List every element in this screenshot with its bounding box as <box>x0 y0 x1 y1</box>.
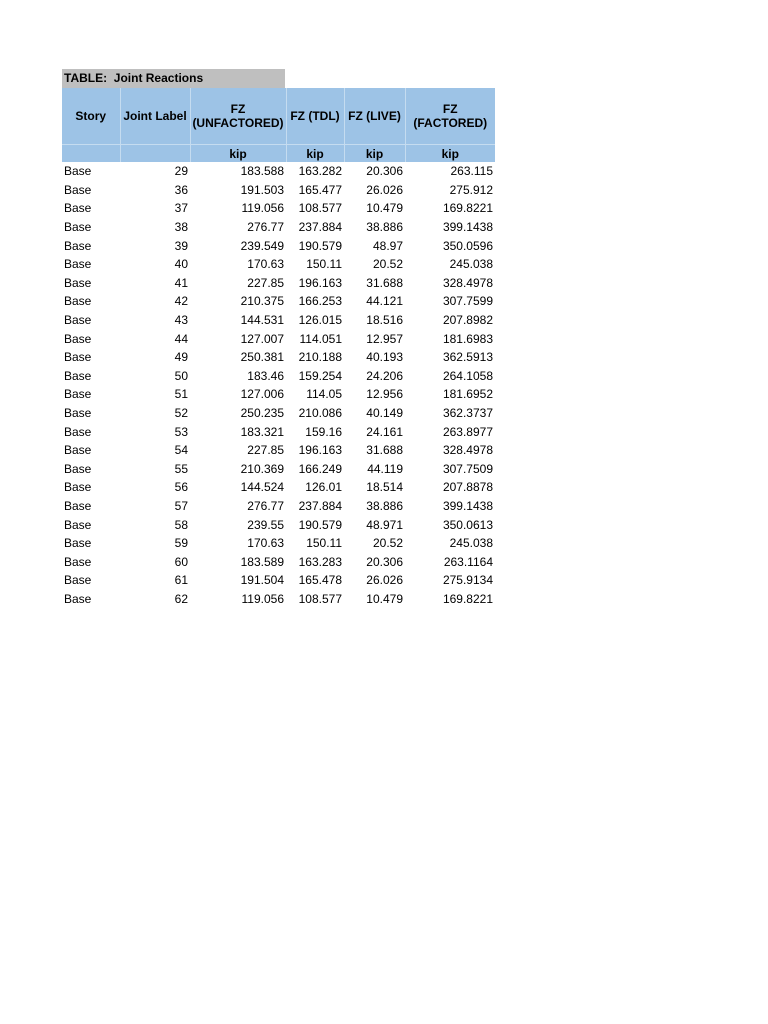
cell-fz-factored: 263.115 <box>450 164 493 179</box>
cell-story: Base <box>64 275 92 290</box>
cell-joint-label: 62 <box>174 591 188 606</box>
cell-joint-label: 51 <box>174 387 188 402</box>
cell-fz-factored: 399.1438 <box>442 220 493 235</box>
cell-fz-live: 38.886 <box>366 220 403 235</box>
cell-story: Base <box>64 220 92 235</box>
cell-fz-factored: 399.1438 <box>442 498 493 513</box>
cell-joint-label: 41 <box>174 275 188 290</box>
cell-joint-label: 60 <box>174 554 188 569</box>
table-row <box>62 385 495 404</box>
cell-fz-live: 31.688 <box>366 443 403 458</box>
joint-reactions-table <box>62 88 495 608</box>
cell-joint-label: 50 <box>174 368 188 383</box>
cell-joint-label: 36 <box>174 182 188 197</box>
cell-story: Base <box>64 591 92 606</box>
cell-joint-label: 54 <box>174 443 188 458</box>
cell-fz-unfactored: 127.007 <box>240 331 284 346</box>
cell-fz-unfactored: 119.056 <box>241 591 284 606</box>
cell-story: Base <box>64 573 92 588</box>
cell-fz-tdl: 159.254 <box>298 368 342 383</box>
cell-fz-tdl: 166.249 <box>298 461 342 476</box>
cell-fz-tdl: 114.05 <box>306 387 342 402</box>
cell-joint-label: 40 <box>174 257 188 272</box>
table-row <box>62 441 495 460</box>
cell-story: Base <box>64 517 92 532</box>
table-row <box>62 367 495 386</box>
cell-fz-unfactored: 183.321 <box>240 424 284 439</box>
cell-fz-live: 12.957 <box>366 331 403 346</box>
cell-joint-label: 29 <box>174 164 188 179</box>
cell-story: Base <box>64 498 92 513</box>
cell-fz-unfactored: 119.056 <box>241 201 284 216</box>
cell-fz-factored: 328.4978 <box>442 443 493 458</box>
table-row <box>62 348 495 367</box>
table-row <box>62 292 495 311</box>
table-row <box>62 515 495 534</box>
table-row <box>62 199 495 218</box>
table-row <box>62 422 495 441</box>
cell-fz-unfactored: 276.77 <box>247 498 284 513</box>
cell-fz-tdl: 196.163 <box>298 443 342 458</box>
table-row <box>62 181 495 200</box>
cell-fz-unfactored: 210.369 <box>240 461 284 476</box>
table-row <box>62 404 495 423</box>
cell-fz-live: 48.97 <box>372 238 403 253</box>
cell-fz-factored: 181.6983 <box>442 331 493 346</box>
cell-joint-label: 53 <box>174 424 188 439</box>
cell-fz-tdl: 190.579 <box>298 517 342 532</box>
table-row <box>62 274 495 293</box>
cell-fz-tdl: 163.282 <box>298 164 342 179</box>
cell-fz-tdl: 126.01 <box>305 480 342 495</box>
table-row <box>62 534 495 553</box>
cell-joint-label: 44 <box>174 331 188 346</box>
cell-fz-tdl: 163.283 <box>298 554 342 569</box>
cell-fz-factored: 263.8977 <box>442 424 493 439</box>
cell-story: Base <box>64 182 92 197</box>
header-fz-factored: FZ (FACTORED) <box>405 88 495 145</box>
cell-fz-live: 26.026 <box>366 182 403 197</box>
table-row <box>62 311 495 330</box>
cell-fz-factored: 245.038 <box>449 257 493 272</box>
cell-fz-unfactored: 183.588 <box>240 164 284 179</box>
cell-fz-tdl: 210.086 <box>298 406 342 421</box>
cell-fz-tdl: 126.015 <box>298 313 342 328</box>
cell-fz-live: 20.306 <box>366 164 403 179</box>
cell-fz-tdl: 108.577 <box>298 591 342 606</box>
unit-story <box>62 145 120 163</box>
unit-joint-label <box>120 145 190 163</box>
cell-fz-live: 20.52 <box>372 536 403 551</box>
cell-fz-unfactored: 276.77 <box>247 220 284 235</box>
cell-fz-unfactored: 239.549 <box>240 238 284 253</box>
cell-story: Base <box>64 554 92 569</box>
cell-story: Base <box>64 294 92 309</box>
table-row <box>62 255 495 274</box>
cell-fz-tdl: 190.579 <box>298 238 342 253</box>
cell-fz-unfactored: 239.55 <box>247 517 284 532</box>
cell-fz-factored: 263.1164 <box>443 554 493 569</box>
cell-fz-tdl: 166.253 <box>298 294 342 309</box>
cell-fz-tdl: 108.577 <box>298 201 342 216</box>
cell-fz-factored: 350.0596 <box>442 238 493 253</box>
cell-fz-factored: 328.4978 <box>442 275 493 290</box>
cell-fz-live: 10.479 <box>366 201 403 216</box>
cell-fz-live: 20.52 <box>372 257 403 272</box>
cell-joint-label: 37 <box>174 201 188 216</box>
cell-fz-factored: 362.5913 <box>442 350 493 365</box>
cell-fz-factored: 207.8982 <box>442 313 493 328</box>
table-row <box>62 236 495 255</box>
cell-fz-live: 24.161 <box>366 424 403 439</box>
cell-fz-unfactored: 227.85 <box>247 443 284 458</box>
cell-story: Base <box>64 387 92 402</box>
header-fz-tdl: FZ (TDL) <box>286 88 344 145</box>
cell-fz-unfactored: 127.006 <box>240 387 284 402</box>
cell-joint-label: 39 <box>174 238 188 253</box>
table-row <box>62 571 495 590</box>
cell-story: Base <box>64 201 92 216</box>
cell-joint-label: 61 <box>174 573 188 588</box>
cell-fz-unfactored: 210.375 <box>240 294 284 309</box>
cell-fz-unfactored: 191.503 <box>240 182 284 197</box>
cell-fz-unfactored: 144.531 <box>240 313 284 328</box>
cell-fz-unfactored: 250.381 <box>240 350 284 365</box>
cell-fz-tdl: 237.884 <box>298 498 342 513</box>
cell-fz-factored: 264.1058 <box>442 368 493 383</box>
cell-fz-tdl: 165.477 <box>298 182 342 197</box>
cell-fz-live: 20.306 <box>366 554 403 569</box>
table-row <box>62 329 495 348</box>
cell-fz-factored: 275.912 <box>449 182 493 197</box>
table-row <box>62 478 495 497</box>
cell-fz-live: 24.206 <box>366 368 403 383</box>
cell-story: Base <box>64 331 92 346</box>
cell-story: Base <box>64 257 92 272</box>
joint-reactions-sheet <box>62 69 495 608</box>
cell-story: Base <box>64 480 92 495</box>
cell-fz-tdl: 114.051 <box>299 331 342 346</box>
cell-fz-live: 40.149 <box>366 406 403 421</box>
table-row <box>62 162 495 181</box>
cell-joint-label: 55 <box>174 461 188 476</box>
cell-fz-live: 12.956 <box>366 387 403 402</box>
cell-fz-unfactored: 183.46 <box>247 368 284 383</box>
cell-fz-live: 40.193 <box>366 350 403 365</box>
cell-fz-unfactored: 250.235 <box>240 406 284 421</box>
table-title: TABLE: Joint Reactions <box>62 69 285 88</box>
cell-fz-factored: 350.0613 <box>442 517 493 532</box>
header-joint-label: Joint Label <box>120 88 190 145</box>
cell-fz-factored: 362.3737 <box>442 406 493 421</box>
cell-story: Base <box>64 443 92 458</box>
cell-fz-unfactored: 170.63 <box>247 257 284 272</box>
cell-fz-unfactored: 170.63 <box>247 536 284 551</box>
cell-fz-tdl: 210.188 <box>298 350 342 365</box>
cell-story: Base <box>64 406 92 421</box>
cell-story: Base <box>64 461 92 476</box>
cell-fz-live: 26.026 <box>366 573 403 588</box>
table-row <box>62 218 495 237</box>
cell-fz-factored: 169.8221 <box>442 201 493 216</box>
cell-fz-live: 44.119 <box>367 461 403 476</box>
unit-fz-unfactored: kip <box>190 145 286 163</box>
cell-fz-factored: 169.8221 <box>442 591 493 606</box>
cell-fz-live: 18.514 <box>366 480 403 495</box>
cell-fz-tdl: 237.884 <box>298 220 342 235</box>
cell-fz-factored: 245.038 <box>449 536 493 551</box>
cell-fz-unfactored: 144.524 <box>240 480 284 495</box>
cell-joint-label: 43 <box>174 313 188 328</box>
cell-story: Base <box>64 238 92 253</box>
unit-fz-live: kip <box>344 145 405 163</box>
cell-story: Base <box>64 350 92 365</box>
table-row <box>62 460 495 479</box>
cell-fz-tdl: 165.478 <box>298 573 342 588</box>
cell-joint-label: 59 <box>174 536 188 551</box>
cell-fz-live: 48.971 <box>366 517 403 532</box>
cell-fz-factored: 275.9134 <box>442 573 493 588</box>
header-story: Story <box>62 88 120 145</box>
header-fz-unfactored: FZ (UNFACTORED) <box>190 88 286 145</box>
unit-fz-tdl: kip <box>286 145 344 163</box>
cell-fz-tdl: 159.16 <box>305 424 342 439</box>
table-row <box>62 497 495 516</box>
cell-story: Base <box>64 368 92 383</box>
cell-fz-factored: 307.7599 <box>442 294 493 309</box>
cell-fz-live: 31.688 <box>366 275 403 290</box>
header-row <box>62 88 495 145</box>
cell-fz-live: 18.516 <box>366 313 403 328</box>
header-fz-live: FZ (LIVE) <box>344 88 405 145</box>
cell-fz-tdl: 150.11 <box>306 257 342 272</box>
cell-joint-label: 42 <box>174 294 188 309</box>
cell-joint-label: 56 <box>174 480 188 495</box>
cell-fz-live: 38.886 <box>366 498 403 513</box>
cell-story: Base <box>64 164 92 179</box>
units-row <box>62 145 495 163</box>
cell-fz-live: 44.121 <box>366 294 403 309</box>
table-row <box>62 552 495 571</box>
cell-story: Base <box>64 313 92 328</box>
cell-joint-label: 38 <box>174 220 188 235</box>
cell-fz-unfactored: 227.85 <box>247 275 284 290</box>
cell-fz-factored: 307.7509 <box>442 461 493 476</box>
cell-fz-live: 10.479 <box>366 591 403 606</box>
cell-fz-unfactored: 183.589 <box>240 554 284 569</box>
cell-story: Base <box>64 536 92 551</box>
cell-fz-unfactored: 191.504 <box>240 573 284 588</box>
cell-story: Base <box>64 424 92 439</box>
cell-fz-tdl: 150.11 <box>306 536 342 551</box>
cell-fz-factored: 181.6952 <box>442 387 493 402</box>
cell-joint-label: 57 <box>174 498 188 513</box>
cell-joint-label: 52 <box>174 406 188 421</box>
table-body <box>62 162 495 608</box>
unit-fz-factored: kip <box>405 145 495 163</box>
cell-fz-tdl: 196.163 <box>298 275 342 290</box>
cell-joint-label: 58 <box>174 517 188 532</box>
cell-joint-label: 49 <box>174 350 188 365</box>
cell-fz-factored: 207.8878 <box>442 480 493 495</box>
table-row <box>62 590 495 609</box>
